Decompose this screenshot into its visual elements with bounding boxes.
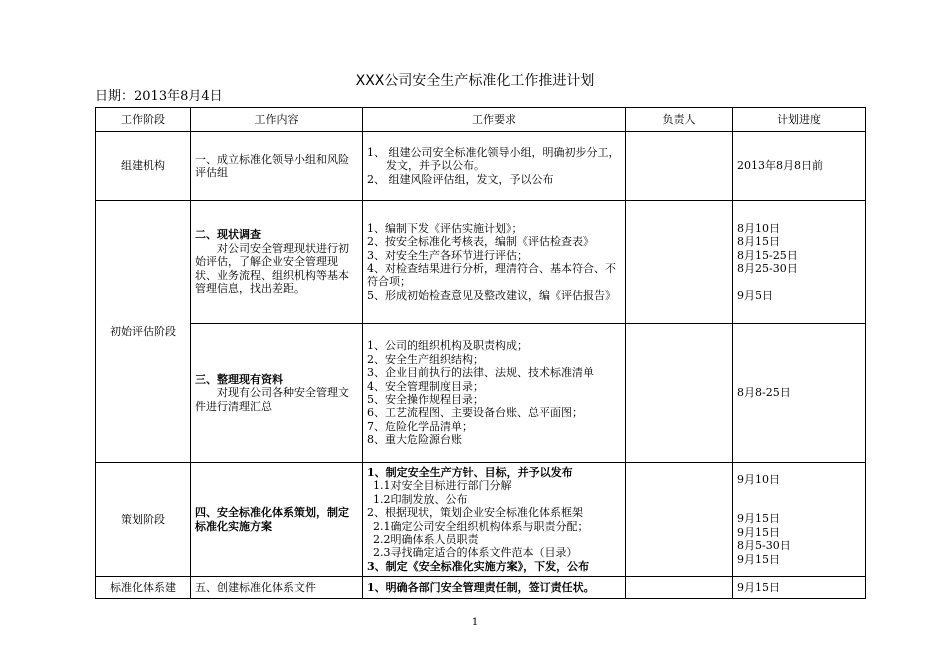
schedule-cell	[733, 201, 866, 324]
requirement-item: 3、制定《安全标准化实施方案》，下发，公布	[367, 559, 590, 573]
spacer	[737, 276, 861, 289]
table-row	[96, 201, 866, 324]
header-content: 工作内容	[191, 108, 363, 132]
schedule-item: 8月25-30日	[737, 262, 798, 276]
content-cell	[191, 324, 363, 463]
schedule-item: 8月15-25日	[737, 248, 798, 262]
owner-cell	[626, 463, 733, 577]
schedule-item: 8月15日	[737, 235, 780, 249]
content-cell: 四、安全标准化体系策划，制定标准化实施方案	[191, 463, 363, 577]
requirement-item: 2、按安全标准化考核表，编制《评估检查表》	[367, 235, 594, 249]
owner-cell	[626, 132, 733, 201]
requirement-item: 2.2明确体系人员职责	[373, 532, 479, 546]
requirement-item: 8、重大危险源台账	[367, 433, 462, 447]
owner-cell	[626, 324, 733, 463]
content-title: 二、现状调查	[195, 228, 261, 242]
requirements-cell	[363, 201, 626, 324]
requirement-item: 6、工艺流程图、主要设备台账、总平面图；	[367, 406, 583, 420]
requirement-item: 2.3寻找确定适合的体系文件范本（目录）	[373, 546, 578, 560]
schedule-cell: 9月15日	[733, 577, 866, 599]
plan-table	[95, 107, 866, 599]
table-row	[96, 324, 866, 463]
schedule-item: 9月15日	[737, 525, 780, 539]
content-cell: 一、成立标准化领导小组和风险评估组	[191, 132, 363, 201]
content-body: 对公司安全管理现状进行初始评估，了解企业安全管理现状、业务流程、组织机构等基本管理信息，找出差距。	[195, 241, 349, 296]
document-title: XXX公司安全生产标准化工作推进计划	[355, 73, 595, 89]
requirement-item: 4、对检查结果进行分析，理清符合、基本符合、不符合项；	[367, 262, 616, 289]
owner-cell	[626, 577, 733, 599]
table-row	[96, 132, 866, 201]
schedule-item: 9月5日	[737, 288, 773, 302]
stage-cell: 策划阶段	[96, 463, 191, 577]
schedule-item: 9月10日	[737, 472, 780, 486]
spacer	[737, 499, 861, 512]
requirement-item: 1.2印制发放、公布	[373, 492, 468, 506]
requirement-item: 4、安全管理制度目录；	[367, 379, 484, 393]
stage-cell: 标准化体系建	[96, 577, 191, 599]
stage-cell: 初始评估阶段	[96, 201, 191, 463]
requirements-cell: 1、明确各部门安全管理责任制，签订责任状。	[363, 577, 626, 599]
requirement-item: 1、编制下发《评估实施计划》；	[367, 221, 523, 235]
table-header-row	[96, 108, 866, 132]
requirement-item: 2.1确定公司安全组织机构体系与职责分配；	[373, 519, 589, 533]
owner-cell	[626, 201, 733, 324]
spacer	[737, 486, 861, 499]
requirement-item: 5、安全操作规程目录；	[367, 393, 484, 406]
schedule-item: 8月5-30日	[737, 539, 791, 553]
requirement-item: 2、 组建风险评估组，发文，予以公布	[367, 172, 554, 186]
schedule-cell: 2013年8月8日前	[733, 132, 866, 201]
requirement-item: 2、根据现状，策划企业安全标准化体系框架	[367, 506, 583, 520]
requirement-item: 3、企业目前执行的法律、法规、技术标准清单	[367, 366, 594, 380]
requirement-item: 3、对安全生产各环节进行评估；	[367, 248, 528, 262]
requirement-item: 7、危险化学品清单；	[367, 419, 473, 433]
header-requirements: 工作要求	[363, 108, 626, 132]
requirement-item: 1、 组建公司安全标准化领导小组，明确初步分工，发文，并予以公布。	[367, 145, 620, 173]
table-row	[96, 463, 866, 577]
document-date: 日期：2013年8月4日	[95, 89, 223, 104]
table-row	[96, 577, 866, 599]
content-title: 三、整理现有资料	[195, 372, 283, 386]
requirement-item: 1、制定安全生产方针、目标，并予以发布	[367, 465, 573, 479]
schedule-item: 9月15日	[737, 512, 780, 526]
schedule-item: 9月15日	[737, 552, 780, 566]
requirements-cell	[363, 324, 626, 463]
requirement-item: 1、公司的组织机构及职责构成；	[367, 339, 528, 353]
schedule-item: 8月10日	[737, 221, 780, 235]
schedule-cell: 8月8-25日	[733, 324, 866, 463]
requirement-item: 2、安全生产组织结构；	[367, 352, 484, 366]
header-stage: 工作阶段	[96, 108, 191, 132]
requirements-cell	[363, 463, 626, 577]
requirements-cell	[363, 132, 626, 201]
header-owner: 负责人	[626, 108, 733, 132]
requirement-item: 5、形成初始检查意见及整改建议，编《评估报告》	[367, 288, 616, 302]
content-cell	[191, 201, 363, 324]
content-cell: 五、创建标准化体系文件	[191, 577, 363, 599]
schedule-cell	[733, 463, 866, 577]
requirement-item: 1.1对安全目标进行部门分解	[373, 479, 512, 493]
header-schedule: 计划进度	[733, 108, 866, 132]
stage-cell: 组建机构	[96, 132, 191, 201]
page-number: 1	[471, 617, 479, 628]
content-body: 对现有公司各种安全管理文件进行清理汇总	[195, 386, 349, 413]
